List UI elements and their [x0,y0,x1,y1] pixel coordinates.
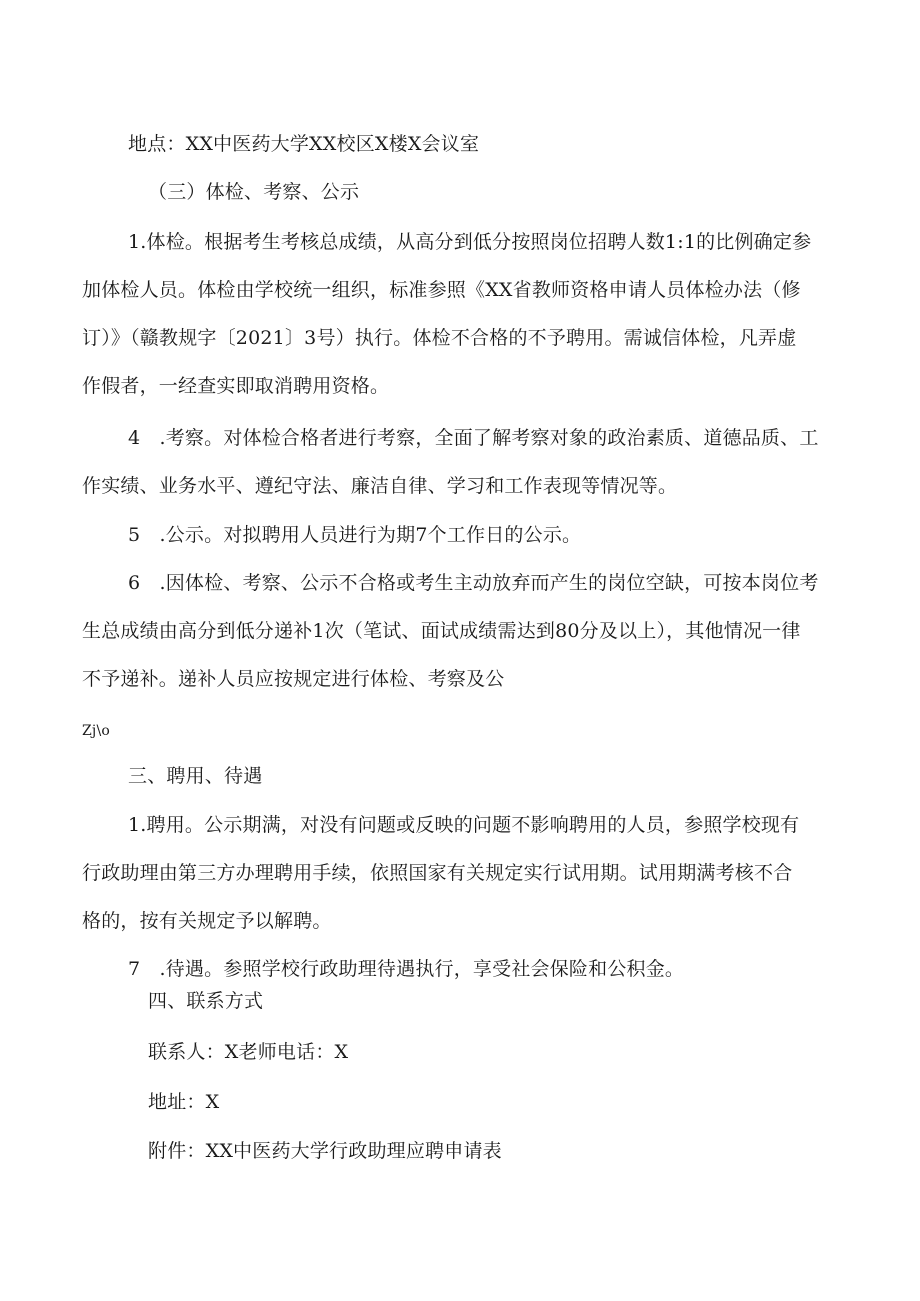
item4-line1: 4 .考察。对体检合格者进行考察，全面了解考察对象的政治素质、道德品质、工 [128,427,819,449]
item1-line3: 订）》（赣教规字〔2021〕3号）执行。体检不合格的不予聘用。需诚信体检，凡弄虚 [82,327,797,349]
hire-line2: 行政助理由第三方办理聘用手续，依照国家有关规定实行试用期。试用期满考核不合 [82,862,793,884]
item7-line1: 7 .待遇。参照学校行政助理待遇执行，享受社会保险和公积金。 [128,958,685,980]
item6-line2: 生总成绩由高分到低分递补1次（笔试、面试成绩需达到80分及以上），其他情况一律 [82,620,801,642]
item1-line1: 1.体检。根据考生考核总成绩，从高分到低分按照岗位招聘人数1:1的比例确定参 [128,231,812,253]
section-3-heading: （三）体检、考察、公示 [148,181,360,203]
item6-line3: 不予递补。递补人员应按规定进行体检、考察及公 [82,668,505,690]
item4-line2: 作实绩、业务水平、遵纪守法、廉洁自律、学习和工作表现等情况等。 [82,475,678,497]
address-line: 地址：X [148,1091,220,1113]
item6-line4: Zj\o [82,723,111,739]
contact-person-line: 联系人：X老师电话：X [148,1041,349,1063]
hire-line3: 格的，按有关规定予以解聘。 [82,910,332,932]
item1-line4: 作假者，一经查实即取消聘用资格。 [82,375,390,397]
hire-line1: 1.聘用。公示期满，对没有问题或反映的问题不影响聘用的人员，参照学校现有 [128,814,800,836]
item6-line1: 6 .因体检、考察、公示不合格或考生主动放弃而产生的岗位空缺，可按本岗位考 [128,572,819,594]
item1-line2: 加体检人员。体检由学校统一组织，标准参照《XX省教师资格申请人员体检办法（修 [82,279,801,301]
item5-line1: 5 .公示。对拟聘用人员进行为期7个工作日的公示。 [128,524,582,546]
location-line: 地点：XX中医药大学XX校区X楼X会议室 [128,133,480,155]
section-four-heading: 四、联系方式 [148,990,264,1012]
section-three-heading: 三、聘用、待遇 [128,765,263,787]
attachment-line: 附件：XX中医药大学行政助理应聘申请表 [148,1140,502,1162]
